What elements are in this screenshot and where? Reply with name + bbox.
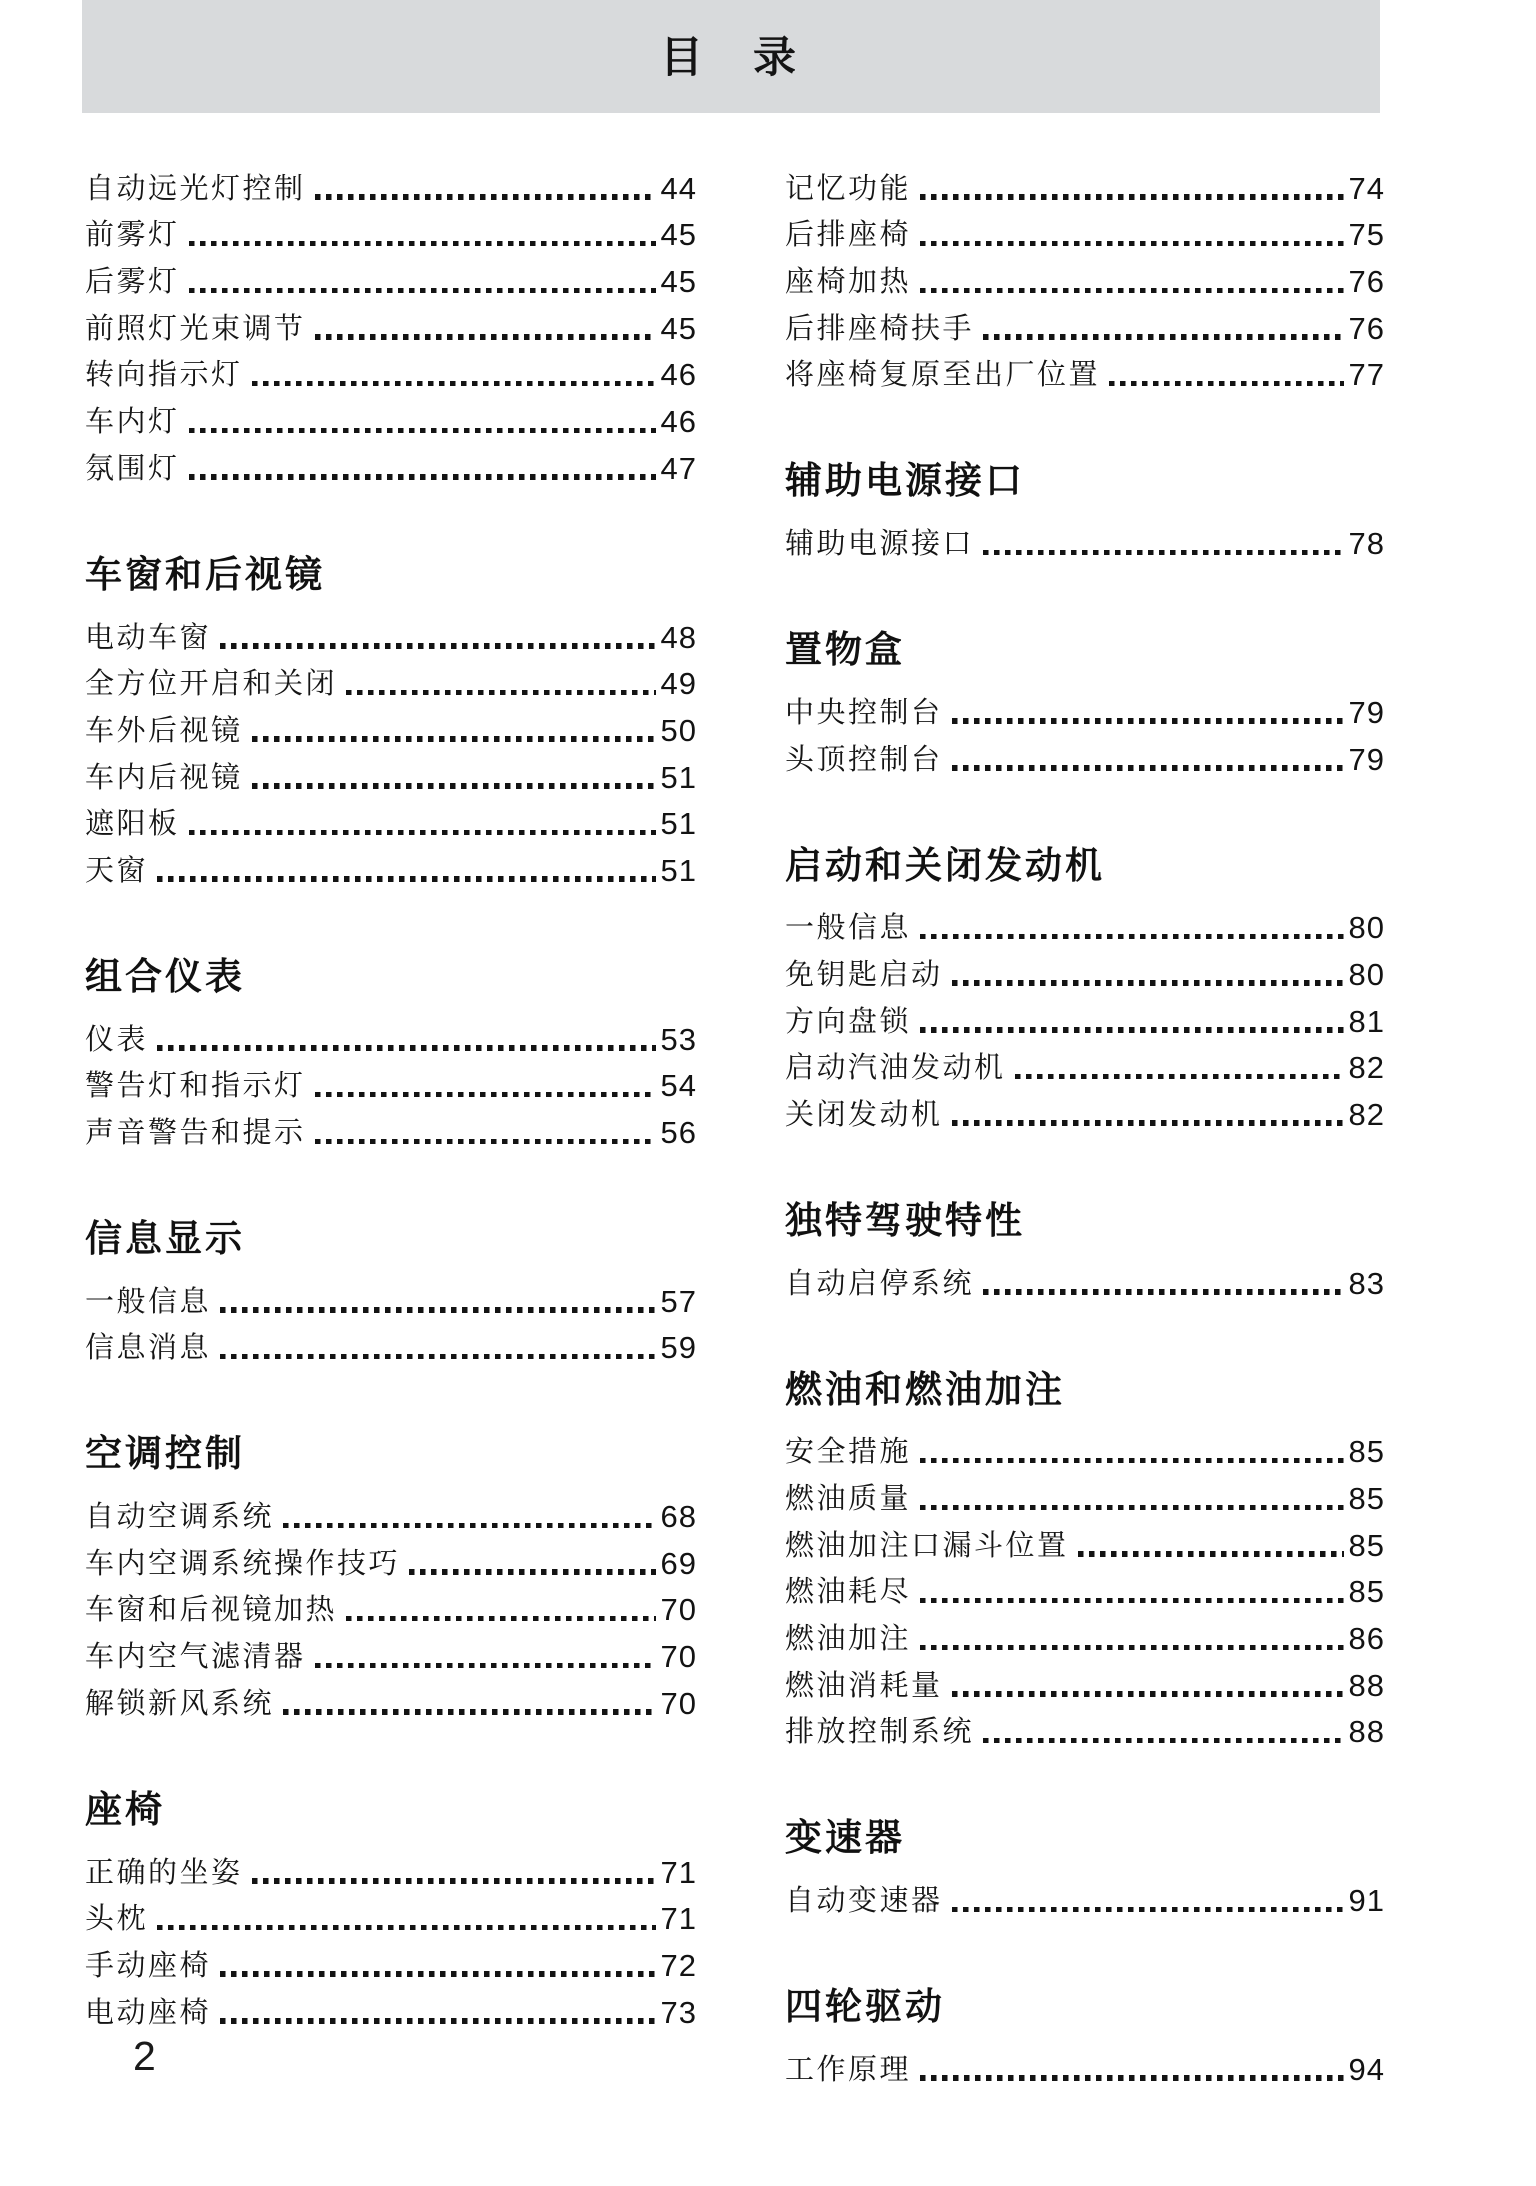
toc-entry-label: 安全措施 [785, 1436, 912, 1469]
toc-entry-page: 46 [660, 404, 697, 440]
toc-leader-dots [220, 643, 656, 649]
toc-entry-page: 83 [1348, 1265, 1385, 1301]
toc-entry-label: 工作原理 [785, 2053, 912, 2086]
toc-leader-dots [252, 1878, 656, 1884]
toc-leader-dots [220, 1971, 656, 1977]
toc-entry [785, 731, 1385, 778]
toc-leader-dots [189, 830, 656, 836]
toc-entry-label: 前雾灯 [85, 219, 180, 252]
toc-entry-label: 全方位开启和关闭 [85, 668, 338, 701]
toc-leader-dots [920, 288, 1344, 294]
toc-entry-label: 燃油耗尽 [785, 1576, 912, 1609]
toc-entry-label: 解锁新风系统 [85, 1687, 275, 1720]
toc-entry [785, 1040, 1385, 1087]
section-heading: 组合仪表 [85, 955, 245, 997]
toc-entry-page: 71 [660, 1901, 697, 1937]
toc-entry-page: 79 [1348, 741, 1385, 777]
toc-leader-dots [346, 690, 656, 696]
page-title: 目 录 [660, 34, 802, 82]
toc-entry-page: 47 [660, 450, 697, 486]
toc-section [785, 1197, 1385, 1302]
toc-leader-dots [315, 334, 656, 340]
toc-entry-label: 前照灯光束调节 [85, 312, 306, 345]
toc-leader-dots [983, 1738, 1344, 1744]
toc-leader-dots [283, 1709, 656, 1715]
toc-leader-dots [952, 718, 1344, 724]
toc-entry [785, 1564, 1385, 1611]
toc-entry [85, 1984, 697, 2031]
toc-section [85, 953, 697, 1151]
toc-entry-page: 51 [660, 806, 697, 842]
toc-entry [785, 946, 1385, 993]
toc-leader-dots [220, 1307, 656, 1313]
toc-leader-dots [189, 241, 656, 247]
toc-leader-dots [983, 334, 1344, 340]
toc-leader-dots [920, 241, 1344, 247]
toc-section [85, 160, 697, 487]
toc-leader-dots [220, 1354, 656, 1360]
toc-entry-page: 56 [660, 1115, 697, 1150]
toc-entry-label: 一般信息 [785, 912, 912, 945]
toc-entry [785, 2041, 1385, 2088]
page-number: 2 [133, 2033, 156, 2079]
toc-entry [85, 1675, 697, 1722]
toc-leader-dots [952, 980, 1344, 986]
toc-entry-page: 85 [1348, 1481, 1385, 1516]
toc-section [785, 626, 1385, 777]
toc-entry [85, 1320, 697, 1367]
toc-entry [785, 1872, 1385, 1919]
toc-entry-page: 45 [660, 310, 697, 346]
toc-leader-dots [157, 1045, 656, 1051]
toc-leader-dots [409, 1569, 656, 1575]
toc-entry-label: 车内后视镜 [85, 761, 243, 794]
toc-entry-label: 关闭发动机 [785, 1098, 943, 1131]
toc-entry [85, 300, 697, 347]
toc-entry-label: 电动座椅 [85, 1996, 212, 2029]
toc-leader-dots [920, 1458, 1344, 1464]
toc-leader-dots [1078, 1551, 1344, 1557]
toc-entry-label: 转向指示灯 [85, 359, 243, 392]
header-bar [82, 0, 1380, 113]
toc-entry [85, 1535, 697, 1582]
toc-entry [785, 1517, 1385, 1564]
toc-leader-dots [283, 1523, 656, 1529]
toc-leader-dots [315, 1139, 656, 1145]
toc-leader-dots [920, 934, 1344, 940]
toc-entry [85, 440, 697, 487]
toc-entry-label: 自动远光灯控制 [85, 172, 306, 205]
toc-entry-page: 46 [660, 357, 697, 393]
toc-entry [785, 160, 1385, 207]
toc-leader-dots [252, 783, 656, 789]
toc-entry-label: 后雾灯 [85, 266, 180, 299]
toc-entry-page: 51 [660, 852, 697, 888]
toc-entry-page: 69 [660, 1545, 697, 1581]
toc-leader-dots [920, 1505, 1344, 1511]
toc-entry-label: 一般信息 [85, 1285, 212, 1318]
toc-entry [85, 1273, 697, 1320]
toc-entry-page: 49 [660, 666, 697, 702]
toc-entry-page: 72 [660, 1947, 697, 1983]
toc-section [785, 457, 1385, 562]
toc-entry-page: 50 [660, 712, 697, 748]
toc-entry-label: 燃油加注 [785, 1623, 912, 1656]
toc-entry-page: 70 [660, 1639, 697, 1675]
toc-leader-dots [952, 1691, 1344, 1697]
toc-section [785, 842, 1385, 1133]
toc-entry-page: 76 [1348, 264, 1385, 300]
toc-entry [785, 300, 1385, 347]
toc-entry-label: 自动启停系统 [785, 1267, 975, 1300]
toc-entry-page: 79 [1348, 694, 1385, 730]
section-heading: 四轮驱动 [785, 1986, 945, 2028]
toc-entry-page: 57 [660, 1283, 697, 1319]
toc-entry-page: 85 [1348, 1527, 1385, 1563]
toc-entry [85, 1058, 697, 1105]
toc-entry [85, 1104, 697, 1151]
toc-entry-page: 85 [1348, 1434, 1385, 1470]
toc-leader-dots [920, 1598, 1344, 1604]
toc-leader-dots [315, 1663, 656, 1669]
toc-entry-label: 辅助电源接口 [785, 528, 975, 561]
toc-entry-label: 启动汽油发动机 [785, 1052, 1006, 1085]
toc-entry [85, 656, 697, 703]
toc-entry-label: 将座椅复原至出厂位置 [785, 359, 1101, 392]
toc-leader-dots [920, 2075, 1344, 2081]
toc-entry-page: 70 [660, 1592, 697, 1628]
toc-leader-dots [983, 550, 1344, 556]
toc-entry-page: 45 [660, 264, 697, 300]
toc-entry-page: 48 [660, 619, 697, 655]
toc-entry-page: 88 [1348, 1667, 1385, 1703]
toc-entry [85, 609, 697, 656]
toc-entry-page: 54 [660, 1068, 697, 1104]
toc-entry-page: 68 [660, 1499, 697, 1535]
toc-entry-page: 82 [1348, 1050, 1385, 1086]
toc-entry-label: 后排座椅扶手 [785, 312, 975, 345]
section-heading: 辅助电源接口 [785, 460, 1025, 502]
toc-leader-dots [252, 736, 656, 742]
toc-leader-dots [1015, 1074, 1344, 1080]
section-heading: 信息显示 [85, 1218, 245, 1259]
toc-leader-dots [189, 428, 656, 434]
toc-entry-page: 53 [660, 1021, 697, 1057]
toc-entry-label: 免钥匙启动 [785, 958, 943, 991]
toc-entry [785, 253, 1385, 300]
toc-entry-label: 记忆功能 [785, 172, 912, 205]
toc-entry-page: 44 [660, 170, 697, 206]
toc-entry [85, 207, 697, 254]
toc-section [85, 1786, 697, 2031]
toc-entry-page: 78 [1348, 526, 1385, 562]
toc-entry-page: 80 [1348, 910, 1385, 946]
toc-section [85, 1215, 697, 1366]
toc-entry [85, 702, 697, 749]
toc-entry-page: 86 [1348, 1621, 1385, 1657]
toc-entry [785, 207, 1385, 254]
toc-entry-page: 71 [660, 1854, 697, 1890]
toc-entry-label: 燃油加注口漏斗位置 [785, 1529, 1069, 1562]
toc-leader-dots [157, 1925, 656, 1931]
toc-entry-label: 氛围灯 [85, 452, 180, 485]
toc-entry-label: 车内灯 [85, 406, 180, 439]
toc-entry-label: 方向盘锁 [785, 1005, 912, 1038]
toc-leader-dots [346, 1616, 656, 1622]
toc-entry [785, 515, 1385, 562]
toc-leader-dots [315, 194, 656, 200]
toc-leader-dots [952, 1120, 1344, 1126]
toc-entry-page: 74 [1348, 170, 1385, 206]
toc-entry-label: 遮阳板 [85, 808, 180, 841]
toc-entry-label: 车窗和后视镜加热 [85, 1594, 338, 1627]
toc-leader-dots [252, 381, 656, 387]
toc-section [85, 551, 697, 889]
toc-entry-label: 燃油消耗量 [785, 1669, 943, 1702]
toc-entry [785, 1610, 1385, 1657]
toc-entry-label: 信息消息 [85, 1332, 212, 1365]
section-heading: 空调控制 [85, 1433, 245, 1475]
toc-entry-page: 70 [660, 1685, 697, 1721]
toc-leader-dots [952, 1907, 1344, 1913]
toc-entry-label: 天窗 [85, 854, 149, 887]
toc-entry-label: 声音警告和提示 [85, 1117, 306, 1149]
toc-entry [785, 1424, 1385, 1471]
toc-section [785, 1983, 1385, 2088]
toc-entry [85, 1628, 697, 1675]
section-heading: 独特驾驶特性 [785, 1199, 1025, 1241]
toc-leader-dots [952, 765, 1344, 771]
toc-entry [785, 347, 1385, 394]
section-heading: 置物盒 [785, 629, 905, 671]
toc-leader-dots [189, 474, 656, 480]
toc-leader-dots [1109, 381, 1344, 387]
toc-section [785, 1814, 1385, 1919]
toc-entry-label: 正确的坐姿 [85, 1856, 243, 1889]
toc-entry-page: 77 [1348, 357, 1385, 393]
toc-entry [785, 1086, 1385, 1133]
toc-leader-dots [920, 1027, 1344, 1033]
toc-entry [785, 993, 1385, 1040]
toc-entry-label: 燃油质量 [785, 1483, 912, 1515]
toc-leader-dots [983, 1289, 1344, 1295]
toc-entry [85, 160, 697, 207]
toc-entry-label: 车外后视镜 [85, 714, 243, 747]
section-heading: 车窗和后视镜 [85, 553, 325, 595]
toc-entry-label: 中央控制台 [785, 696, 943, 729]
toc-entry [85, 1937, 697, 1984]
toc-entry-page: 73 [660, 1994, 697, 2030]
toc-entry-page: 75 [1348, 217, 1385, 253]
toc-entry-page: 76 [1348, 310, 1385, 346]
toc-entry-page: 45 [660, 217, 697, 253]
toc-entry-page: 91 [1348, 1883, 1385, 1919]
toc-entry-label: 自动空调系统 [85, 1501, 275, 1534]
toc-entry-label: 手动座椅 [85, 1949, 212, 1982]
toc-leader-dots [920, 1645, 1344, 1651]
toc-entry-label: 座椅加热 [785, 266, 912, 299]
toc-entry [85, 749, 697, 796]
toc-entry-label: 车内空调系统操作技巧 [85, 1547, 401, 1580]
toc-entry-page: 80 [1348, 956, 1385, 992]
toc-entry-page: 81 [1348, 1003, 1385, 1039]
section-heading: 座椅 [85, 1788, 165, 1830]
toc-section [785, 1366, 1385, 1751]
toc-entry [85, 1011, 697, 1058]
toc-entry [85, 347, 697, 394]
toc-entry-label: 仪表 [85, 1023, 149, 1056]
toc-entry [85, 253, 697, 300]
toc-leader-dots [220, 2018, 656, 2024]
toc-entry-page: 88 [1348, 1714, 1385, 1750]
toc-entry [85, 1891, 697, 1938]
toc-entry-page: 85 [1348, 1574, 1385, 1610]
toc-columns [85, 160, 1385, 2088]
section-heading: 启动和关闭发动机 [785, 844, 1105, 886]
section-heading: 燃油和燃油加注 [785, 1368, 1065, 1410]
toc-entry-page: 82 [1348, 1096, 1385, 1132]
toc-section [785, 160, 1385, 393]
toc-entry-label: 排放控制系统 [785, 1716, 975, 1749]
toc-leader-dots [920, 194, 1344, 200]
toc-entry [85, 1844, 697, 1891]
toc-column-left [85, 160, 697, 2031]
toc-entry [785, 900, 1385, 947]
toc-entry-label: 自动变速器 [785, 1885, 943, 1918]
toc-entry [785, 684, 1385, 731]
toc-leader-dots [315, 1092, 656, 1098]
section-heading: 变速器 [785, 1817, 905, 1859]
toc-entry [85, 393, 697, 440]
toc-entry [85, 796, 697, 843]
toc-entry-label: 警告灯和指示灯 [85, 1070, 306, 1103]
toc-column-right [785, 160, 1385, 2088]
toc-entry [85, 1582, 697, 1629]
toc-entry-page: 51 [660, 759, 697, 795]
toc-entry [85, 842, 697, 889]
toc-entry-label: 电动车窗 [85, 621, 212, 654]
toc-entry-label: 后排座椅 [785, 219, 912, 252]
toc-leader-dots [189, 288, 656, 294]
toc-entry-page: 59 [660, 1330, 697, 1366]
toc-entry-page: 94 [1348, 2051, 1385, 2087]
toc-entry [85, 1488, 697, 1535]
toc-entry-label: 头枕 [85, 1903, 149, 1936]
toc-section [85, 1430, 697, 1721]
toc-entry-label: 头顶控制台 [785, 743, 943, 776]
toc-entry [785, 1470, 1385, 1517]
toc-leader-dots [157, 876, 656, 882]
toc-entry [785, 1704, 1385, 1751]
toc-entry-label: 车内空气滤清器 [85, 1641, 306, 1674]
toc-entry [785, 1255, 1385, 1302]
toc-entry [785, 1657, 1385, 1704]
